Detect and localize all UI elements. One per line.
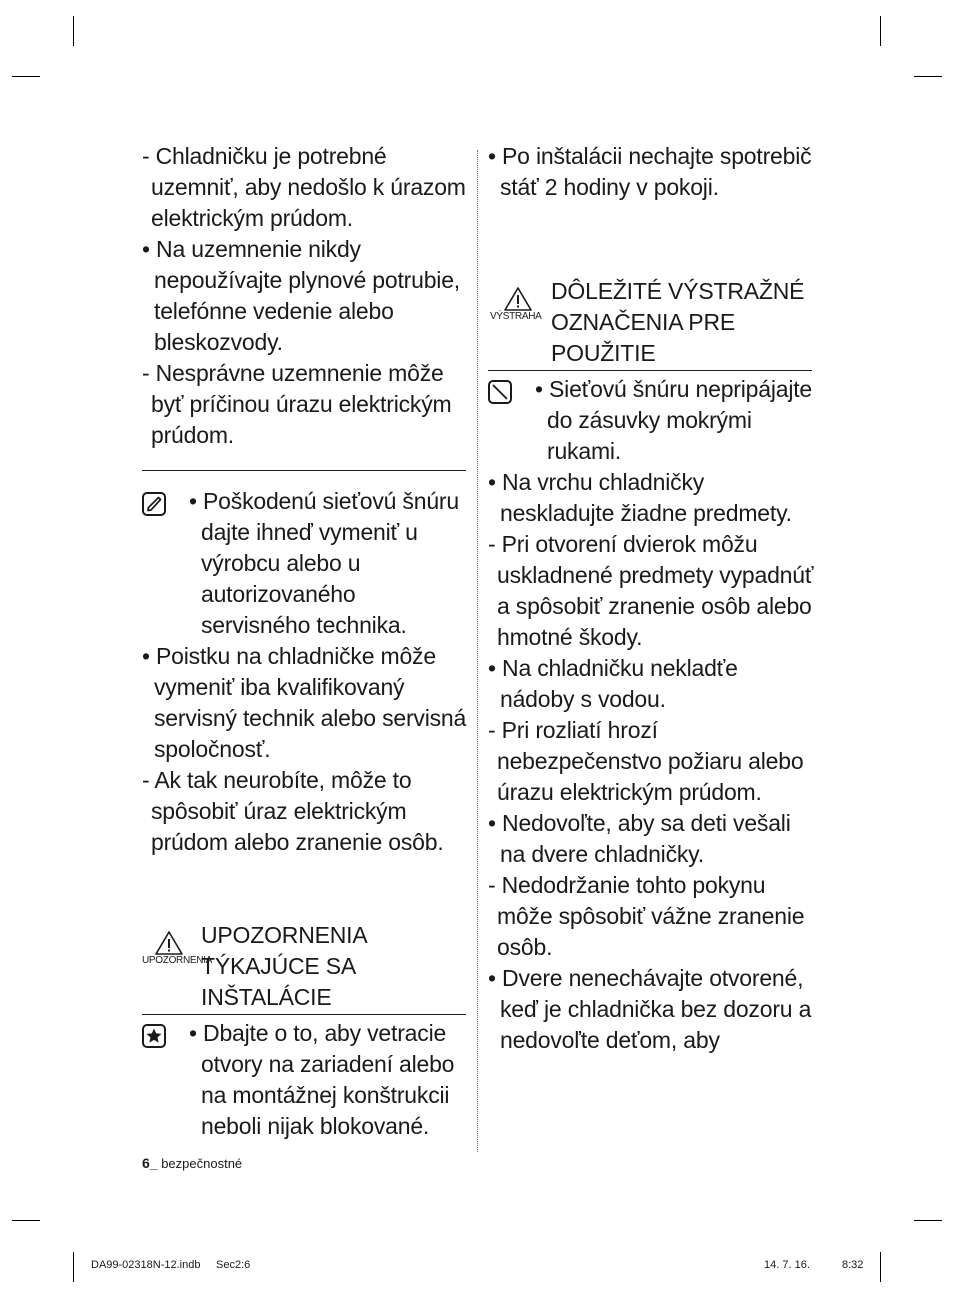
paragraph: - Nesprávne uzemnenie môže byť príčinou úrazu elektrickým prúdom. bbox=[142, 360, 452, 448]
warning-heading bbox=[488, 276, 818, 369]
warning-heading bbox=[142, 920, 472, 1013]
page-number: 6_ bbox=[142, 1155, 158, 1171]
crop-mark bbox=[914, 1220, 942, 1221]
section-rule bbox=[142, 470, 466, 471]
warning-label: VÝSTRAHA bbox=[490, 311, 542, 322]
prohibited-block bbox=[488, 374, 818, 467]
warning-title: UPOZORNENIA TÝKAJÚCE SA INŠTALÁCIE bbox=[201, 922, 367, 1010]
column-divider bbox=[477, 150, 478, 1152]
section-rule bbox=[142, 1014, 466, 1015]
important-star-icon bbox=[142, 1024, 166, 1048]
crop-mark bbox=[880, 16, 881, 46]
contact-service-icon bbox=[142, 492, 166, 516]
crop-mark bbox=[73, 1252, 74, 1282]
paragraph: - Pri rozliatí hrozí nebezpečenstvo požiaru alebo úrazu elektrickým prúdom. bbox=[488, 717, 804, 805]
crop-mark bbox=[12, 1220, 40, 1221]
paragraph: • Dvere nenechávajte otvorené, keď je chladnička bez dozoru a nedovoľte deťom, aby bbox=[488, 965, 812, 1053]
paragraph: • Sieťovú šnúru nepripájajte do zásuvky mokrými rukami. bbox=[535, 376, 813, 464]
crop-mark bbox=[12, 76, 40, 77]
paragraph: • Nedovoľte, aby sa deti vešali na dvere chladničky. bbox=[488, 810, 791, 867]
crop-mark bbox=[880, 1252, 881, 1282]
print-slug-section: Sec2:6 bbox=[216, 1259, 251, 1271]
right-column bbox=[488, 141, 818, 1056]
warning-label: UPOZORNENIA bbox=[142, 955, 213, 966]
paragraph: • Na chladničku nekladťe nádoby s vodou. bbox=[488, 655, 738, 712]
paragraph: • Po inštalácii nechajte spotrebič stáť 2 hodiny v pokoji. bbox=[488, 143, 812, 200]
paragraph: • Poistku na chladničke môže vymeniť iba kvalifikovaný servisný technik alebo servisná spoločnosť. bbox=[142, 643, 467, 762]
paragraph: - Ak tak neurobíte, môže to spôsobiť úraz elektrickým prúdom alebo zranenie osôb. bbox=[142, 767, 444, 855]
crop-mark bbox=[914, 76, 942, 77]
print-slug-time: 8:32 bbox=[842, 1259, 864, 1271]
paragraph: - Pri otvorení dvierok môžu uskladnené predmety vypadnúť a spôsobiť zranenie osôb alebo hmotné škody. bbox=[488, 531, 814, 650]
page-footer bbox=[142, 1155, 242, 1171]
paragraph: • Na uzemnenie nikdy nepoužívajte plynové potrubie, telefónne vedenie alebo bleskozvody. bbox=[142, 236, 460, 355]
left-column bbox=[142, 141, 472, 1142]
paragraph: • Poškodenú sieťovú šnúru dajte ihneď vymeniť u výrobcu alebo u autorizovaného servisného technika. bbox=[189, 488, 459, 638]
prohibited-icon bbox=[488, 380, 512, 404]
paragraph: - Nedodržanie tohto pokynu môže spôsobiť vážne zranenie osôb. bbox=[488, 872, 805, 960]
print-slug-date: 14. 7. 16. bbox=[764, 1259, 810, 1271]
important-block bbox=[142, 1018, 468, 1142]
paragraph: • Na vrchu chladničky neskladujte žiadne predmety. bbox=[488, 469, 792, 526]
contact-service-block bbox=[142, 486, 468, 641]
section-rule bbox=[488, 370, 812, 371]
paragraph: - Chladničku je potrebné uzemniť, aby nedošlo k úrazom elektrickým prúdom. bbox=[142, 143, 466, 231]
warning-title: DÔLEŽITÉ VÝSTRAŽNÉ OZNAČENIA PRE POUŽITIE bbox=[551, 278, 805, 366]
crop-mark bbox=[73, 16, 74, 46]
section-name: bezpečnostné bbox=[161, 1156, 243, 1171]
warning-triangle-icon bbox=[154, 930, 184, 956]
print-slug-file: DA99-02318N-12.indb bbox=[91, 1259, 201, 1271]
warning-triangle-icon bbox=[503, 286, 533, 312]
paragraph: • Dbajte o to, aby vetracie otvory na zariadení alebo na montážnej konštrukcii neboli nijak blokované. bbox=[189, 1020, 455, 1139]
